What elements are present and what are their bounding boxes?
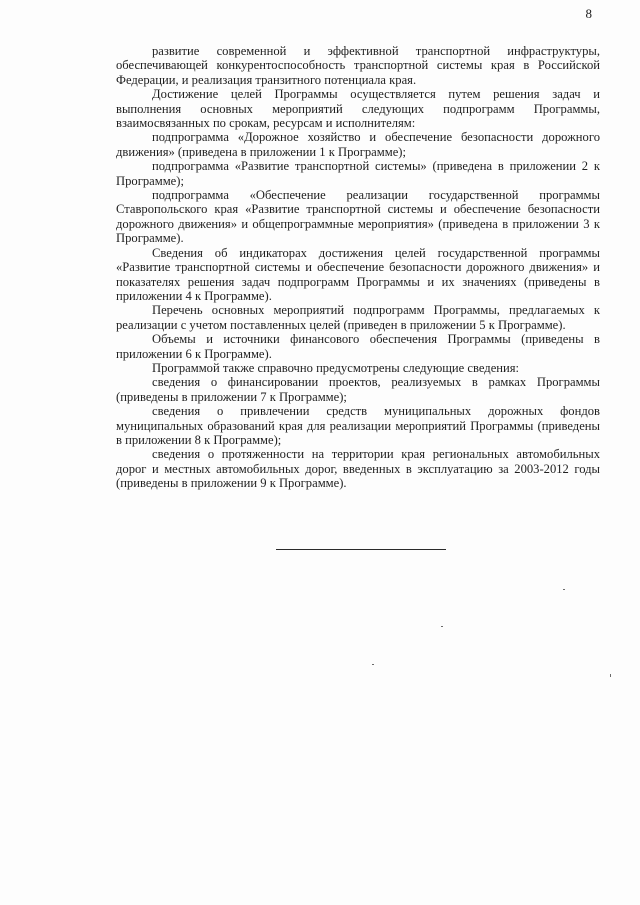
paragraph: сведения о финансировании проектов, реализуемых в рамках Программы (приведены в приложении 7 к Программе); (116, 375, 600, 404)
scan-speck (610, 674, 611, 677)
page-number: 8 (585, 6, 592, 21)
document-body (116, 44, 600, 491)
scan-speck (372, 664, 374, 665)
paragraph: Программой также справочно предусмотрены следующие сведения: (152, 360, 520, 375)
paragraph: Объемы и источники финансового обеспечения Программы (приведены в приложении 6 к Программе). (116, 332, 600, 361)
scan-speck (563, 589, 565, 590)
paragraph: подпрограмма «Дорожное хозяйство и обеспечение безопасности дорожного движения» (приведена в приложении 1 к Программе); (116, 130, 600, 159)
scan-speck (441, 626, 443, 627)
paragraph: развитие современной и эффективной транспортной инфраструктуры, обеспечивающей конкурентоспособность транспортной системы края в Российской Федерации, и реализация транзитного потенциала края. (116, 44, 600, 87)
paragraph: Сведения об индикаторах достижения целей государственной программы «Развитие транспортной системы и обеспечение безопасности дорожного движения» и показателях решения задач подпрограмм Программы и их значениях (приведены в приложении 4 к Программе). (116, 245, 600, 303)
paragraph: Перечень основных мероприятий подпрограмм Программы, предлагаемых к реализации с учетом поставленных целей (приведен в приложении 5 к Программе). (116, 303, 600, 332)
paragraph: подпрограмма «Обеспечение реализации государственной программы Ставропольского края «Развитие транспортной системы и обеспечение безопасности дорожного движения» и общепрограммные мероприятия» (приведена в приложении 3 к Программе). (116, 188, 600, 246)
paragraph: Достижение целей Программы осуществляется путем решения задач и выполнения основных мероприятий следующих подпрограмм Программы, взаимосвязанных по срокам, ресурсам и исполнителям: (116, 87, 600, 131)
closing-rule (276, 549, 446, 550)
paragraph: сведения о протяженности на территории края региональных автомобильных дорог и местных автомобильных дорог, введенных в эксплуатацию за 2003-2012 годы (приведены в приложении 9 к Программе). (116, 447, 600, 491)
paragraph: подпрограмма «Развитие транспортной системы» (приведена в приложении 2 к Программе); (116, 159, 600, 188)
paragraph: сведения о привлечении средств муниципальных дорожных фондов муниципальных образований края для реализации мероприятий Программы (приведены в приложении 8 к Программе); (116, 404, 600, 447)
